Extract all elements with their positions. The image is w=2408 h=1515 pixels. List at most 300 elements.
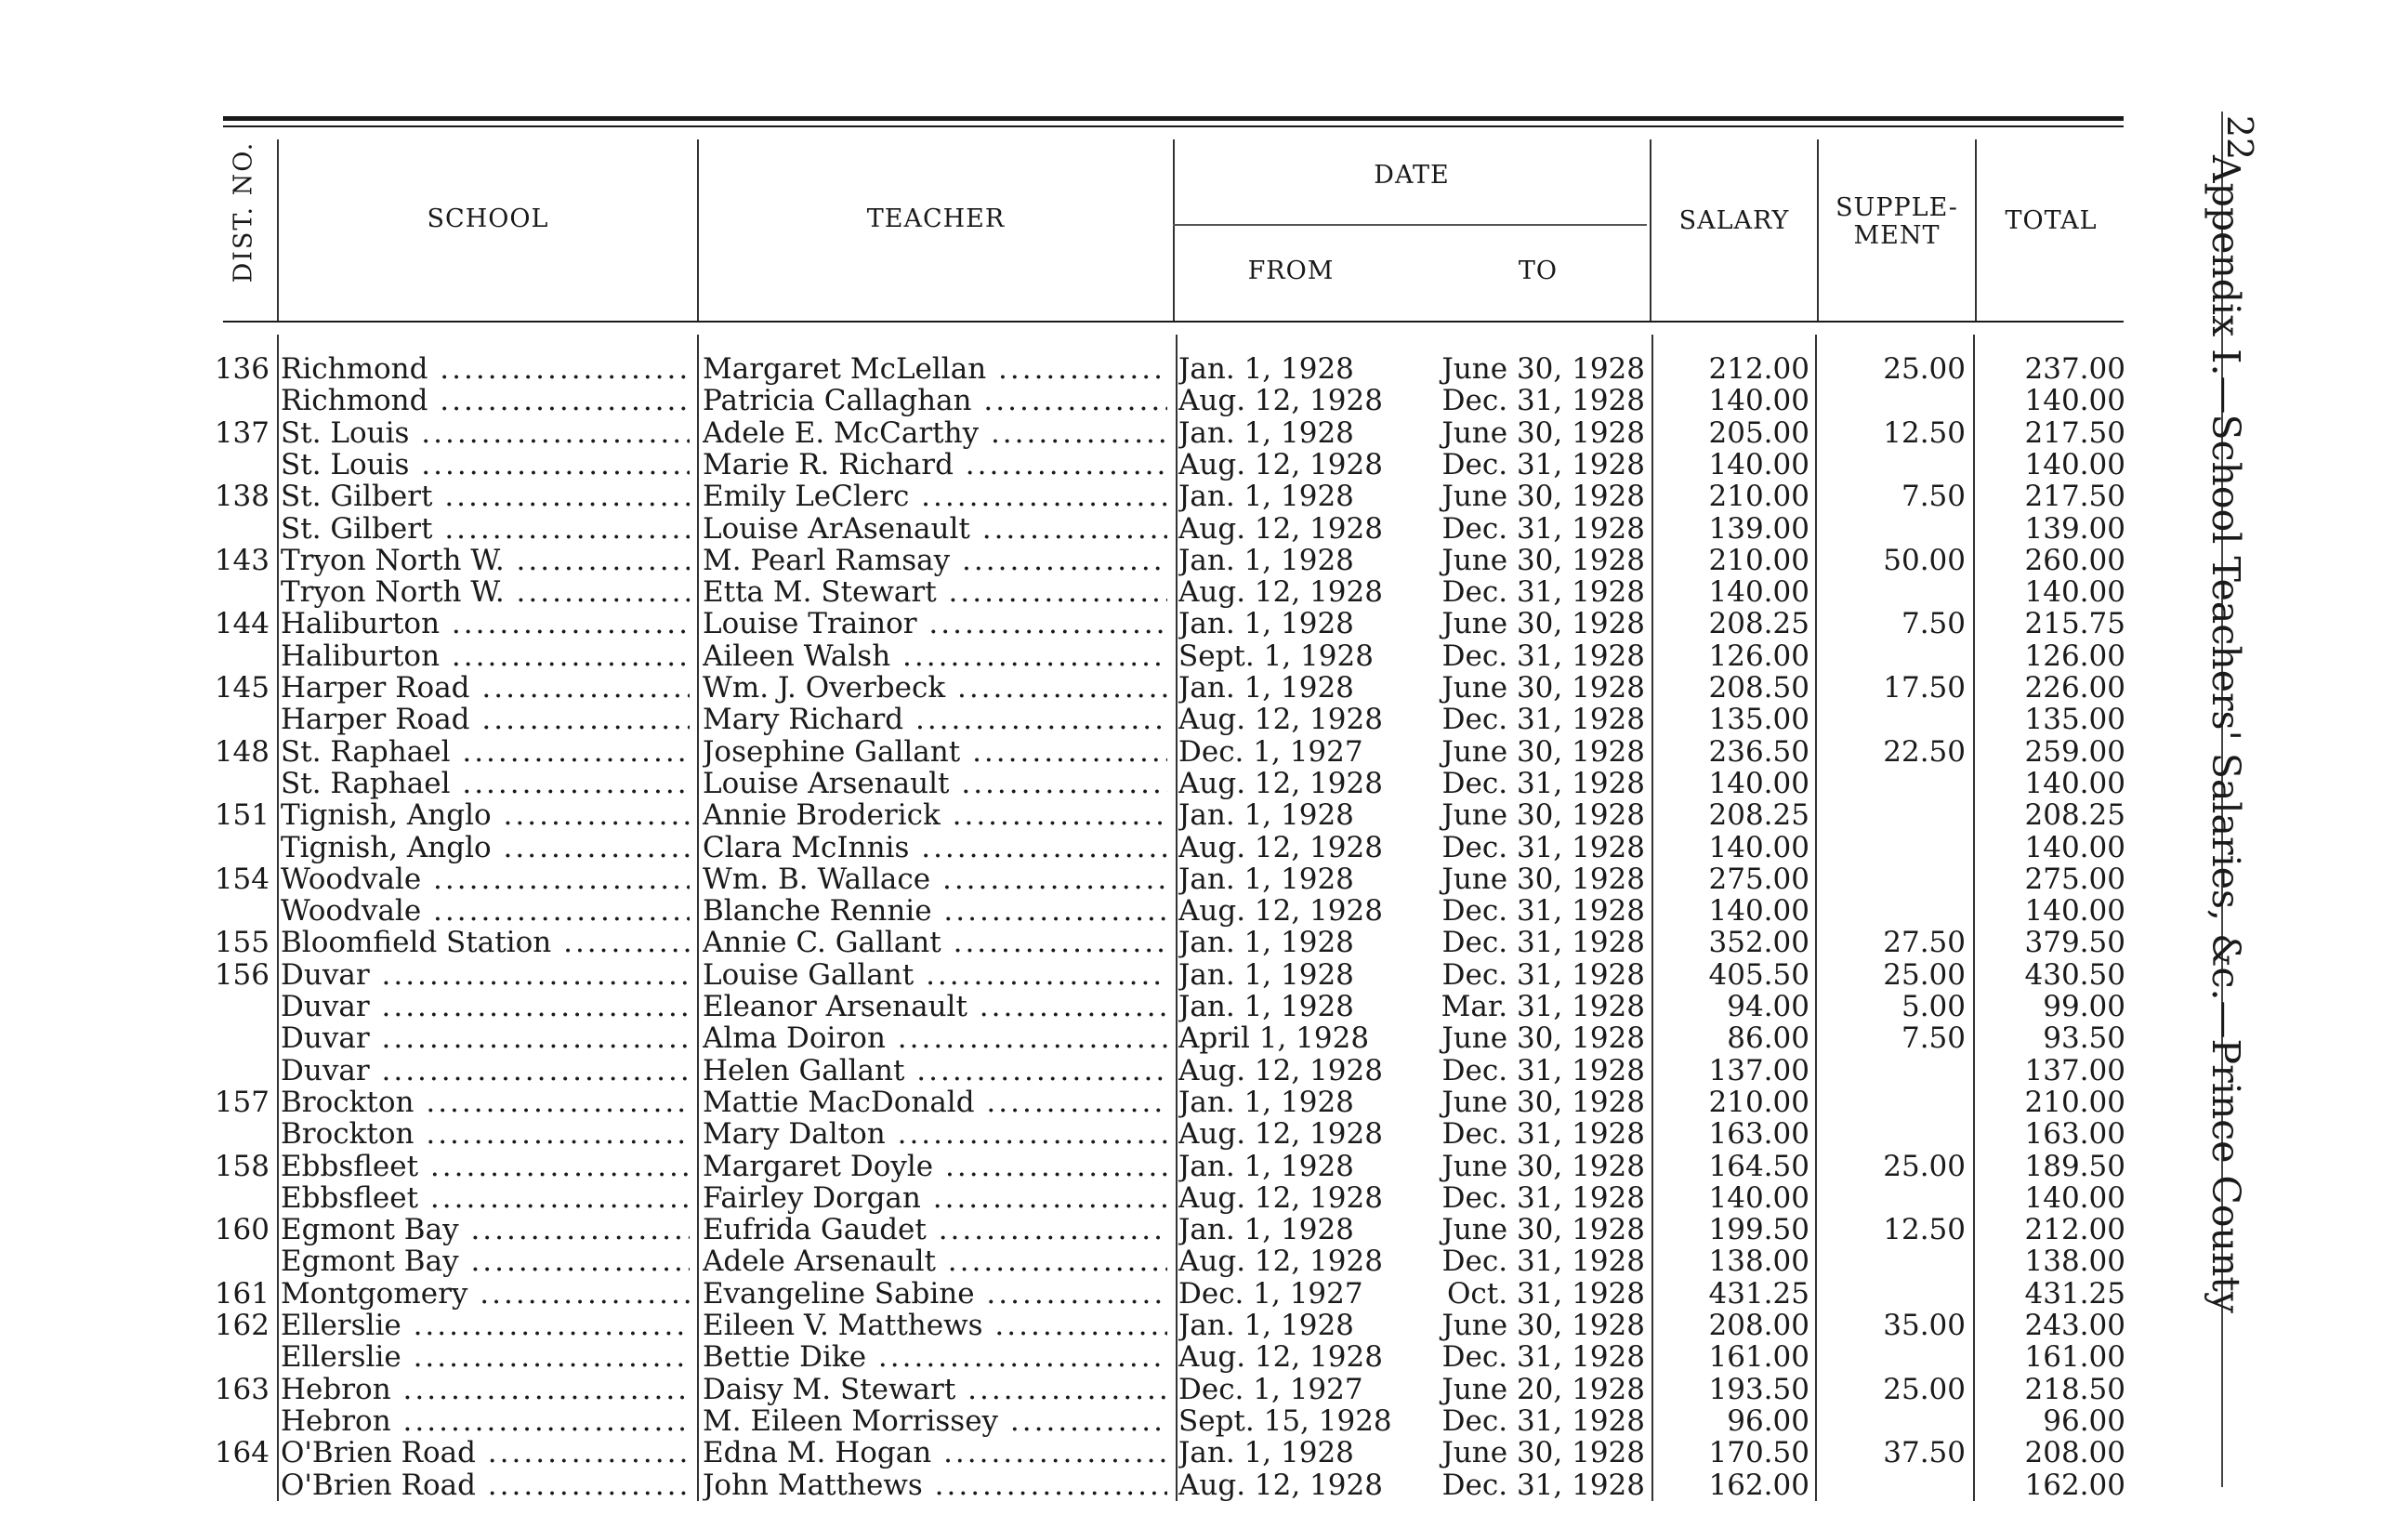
- teacher-cell-text: Marie R. Richard .....: [703, 449, 1167, 481]
- date-from-cell: [1178, 1022, 1401, 1054]
- dist-no-cell: [214, 1278, 270, 1310]
- dist-no-cell-text: 160: [214, 1214, 270, 1246]
- school-cell: [281, 513, 690, 545]
- school-cell-text: Richmond .....: [281, 385, 690, 416]
- total-cell-text: 237.00: [2024, 353, 2125, 385]
- header-total: TOTAL: [2005, 206, 2098, 235]
- date-to-cell-text: June 30, 1928: [1441, 353, 1645, 385]
- salary-cell: [1659, 959, 1809, 991]
- total-cell: [1984, 545, 2125, 576]
- date-from-cell-text: Aug. 12, 1928: [1178, 1118, 1383, 1151]
- salary-cell-text: 139.00: [1708, 512, 1809, 545]
- supplement-cell-text: 17.50: [1883, 672, 1966, 704]
- date-from-cell: [1178, 417, 1401, 449]
- supplement-cell: [1822, 991, 1966, 1022]
- date-to-cell-text: Dec. 31, 1928: [1441, 512, 1645, 545]
- header-dist-no: DIST. NO.: [229, 140, 258, 283]
- date-from-cell-text: Jan. 1, 1928: [1178, 1086, 1354, 1118]
- salary-cell: [1659, 640, 1809, 672]
- teacher-cell: [703, 1182, 1167, 1214]
- dist-no-cell: [214, 799, 270, 831]
- date-to-cell: [1394, 1341, 1645, 1373]
- total-cell-text: 217.50: [2024, 481, 2125, 513]
- salary-cell: [1659, 1022, 1809, 1054]
- school-cell: [281, 672, 690, 704]
- school-cell: [281, 959, 690, 991]
- date-from-cell: [1178, 640, 1401, 672]
- dist-no-cell: [214, 672, 270, 704]
- date-from-cell: [1178, 1055, 1401, 1087]
- table-row: [0, 1022, 2138, 1054]
- teacher-cell: [703, 736, 1167, 768]
- salary-cell: [1659, 1214, 1809, 1245]
- running-title: Appendix I.—School Teachers' Salaries, &c.—Prince County: [2204, 154, 2248, 1314]
- table-row: [0, 863, 2138, 895]
- date-to-cell-text: Dec. 31, 1928: [1441, 767, 1645, 799]
- teacher-cell-text: Daisy M. Stewart .....: [703, 1374, 1167, 1405]
- school-cell: [281, 353, 690, 385]
- total-cell: [1984, 1310, 2125, 1341]
- date-from-cell-text: Jan. 1, 1928: [1178, 416, 1354, 449]
- teacher-cell-text: Adele E. McCarthy .....: [703, 417, 1167, 449]
- school-cell-text: Harper Road .....: [281, 672, 690, 704]
- date-to-cell-text: June 30, 1928: [1441, 1150, 1645, 1182]
- teacher-cell-text: Margaret Doyle .....: [703, 1151, 1167, 1182]
- date-to-cell: [1394, 1278, 1645, 1310]
- salary-cell-text: 199.50: [1708, 1214, 1809, 1246]
- date-from-cell: [1178, 576, 1401, 608]
- salary-cell: [1659, 576, 1809, 608]
- salary-cell-text: 126.00: [1708, 639, 1809, 672]
- salary-cell-text: 405.50: [1708, 958, 1809, 991]
- total-cell: [1984, 672, 2125, 704]
- date-from-cell-text: Dec. 1, 1927: [1178, 735, 1363, 768]
- teacher-cell-text: Eleanor Arsenault .....: [703, 991, 1167, 1022]
- date-from-cell-text: Aug. 12, 1928: [1178, 1181, 1383, 1214]
- teacher-cell-text: M. Pearl Ramsay .....: [703, 545, 1167, 576]
- date-from-cell-text: Jan. 1, 1928: [1178, 991, 1354, 1022]
- date-from-cell-text: Jan. 1, 1928: [1178, 799, 1354, 832]
- teacher-cell: [703, 1087, 1167, 1118]
- salary-cell-text: 140.00: [1708, 831, 1809, 863]
- school-cell: [281, 481, 690, 512]
- date-from-cell-text: Jan. 1, 1928: [1178, 672, 1354, 704]
- date-from-cell: [1178, 385, 1401, 416]
- table-row: [0, 481, 2138, 512]
- school-cell: [281, 1151, 690, 1182]
- teacher-cell-text: Eileen V. Matthews .....: [703, 1310, 1167, 1341]
- table-row: [0, 1437, 2138, 1469]
- dist-no-cell: [214, 736, 270, 768]
- salary-cell: [1659, 353, 1809, 385]
- supplement-cell-text: 12.50: [1883, 416, 1966, 449]
- date-from-cell-text: Aug. 12, 1928: [1178, 895, 1383, 928]
- salary-cell-text: 275.00: [1708, 863, 1809, 895]
- table-row: [0, 545, 2138, 576]
- table-row: [0, 959, 2138, 991]
- salary-cell: [1659, 991, 1809, 1022]
- date-to-cell-text: Dec. 31, 1928: [1441, 639, 1645, 672]
- teacher-cell: [703, 672, 1167, 704]
- salary-cell-text: 94.00: [1727, 991, 1809, 1022]
- date-from-cell-text: Jan. 1, 1928: [1178, 544, 1354, 576]
- supplement-cell: [1822, 672, 1966, 704]
- table-row: [0, 1405, 2138, 1437]
- table-row: [0, 1341, 2138, 1373]
- total-cell-text: 126.00: [2024, 639, 2125, 672]
- total-cell-text: 138.00: [2024, 1245, 2125, 1278]
- school-cell-text: Duvar .....: [281, 959, 690, 991]
- date-to-cell-text: Dec. 31, 1928: [1441, 831, 1645, 863]
- date-to-cell: [1394, 640, 1645, 672]
- supplement-cell: [1822, 1310, 1966, 1341]
- school-cell-text: Brockton .....: [281, 1118, 690, 1150]
- salary-cell-text: 161.00: [1708, 1341, 1809, 1374]
- total-cell: [1984, 863, 2125, 895]
- date-from-cell-text: Jan. 1, 1928: [1178, 958, 1354, 991]
- supplement-cell: [1822, 545, 1966, 576]
- salary-cell-text: 140.00: [1708, 385, 1809, 417]
- teacher-cell-text: Fairley Dorgan .....: [703, 1182, 1167, 1214]
- teacher-cell-text: Louise Arsenault .....: [703, 768, 1167, 799]
- date-to-cell-text: June 30, 1928: [1441, 416, 1645, 449]
- date-from-cell-text: Jan. 1, 1928: [1178, 608, 1354, 640]
- total-cell: [1984, 991, 2125, 1022]
- school-cell-text: Egmont Bay .....: [281, 1245, 690, 1277]
- total-cell-text: 208.25: [2024, 799, 2125, 832]
- salary-cell: [1659, 513, 1809, 545]
- total-cell-text: 140.00: [2024, 895, 2125, 928]
- date-to-cell-text: June 30, 1928: [1441, 672, 1645, 704]
- school-cell-text: O'Brien Road .....: [281, 1469, 690, 1501]
- total-cell-text: 189.50: [2024, 1150, 2125, 1182]
- dist-no-cell: [214, 481, 270, 512]
- date-to-cell-text: June 30, 1928: [1441, 544, 1645, 576]
- total-cell: [1984, 736, 2125, 768]
- teacher-cell: [703, 1055, 1167, 1087]
- date-to-cell-text: June 30, 1928: [1441, 1437, 1645, 1469]
- salary-cell-text: 208.50: [1708, 672, 1809, 704]
- dist-no-cell: [214, 1151, 270, 1182]
- date-from-cell: [1178, 1341, 1401, 1373]
- dist-no-cell: [214, 863, 270, 895]
- teacher-cell: [703, 608, 1167, 639]
- date-from-cell: [1178, 672, 1401, 704]
- school-cell: [281, 640, 690, 672]
- teacher-cell-text: Etta M. Stewart .....: [703, 576, 1167, 608]
- salary-cell-text: 208.25: [1708, 799, 1809, 832]
- date-from-cell-text: Aug. 12, 1928: [1178, 704, 1383, 736]
- teacher-cell: [703, 513, 1167, 545]
- date-from-cell: [1178, 1182, 1401, 1214]
- table-row: [0, 640, 2138, 672]
- date-from-cell: [1178, 1214, 1401, 1245]
- school-cell: [281, 1437, 690, 1469]
- teacher-cell: [703, 640, 1167, 672]
- teacher-cell: [703, 1310, 1167, 1341]
- school-cell-text: Hebron .....: [281, 1374, 690, 1405]
- school-cell: [281, 991, 690, 1022]
- supplement-cell-text: 25.00: [1883, 958, 1966, 991]
- date-to-cell: [1394, 1055, 1645, 1087]
- date-to-cell-text: June 30, 1928: [1441, 608, 1645, 640]
- date-from-cell-text: Aug. 12, 1928: [1178, 767, 1383, 799]
- date-to-cell-text: Dec. 31, 1928: [1441, 704, 1645, 736]
- date-to-cell: [1394, 991, 1645, 1022]
- school-cell-text: St. Gilbert .....: [281, 481, 690, 512]
- date-to-cell-text: Dec. 31, 1928: [1441, 958, 1645, 991]
- salary-cell-text: 212.00: [1708, 353, 1809, 385]
- school-cell-text: Tryon North W. .....: [281, 576, 690, 608]
- date-to-cell-text: Dec. 31, 1928: [1441, 1245, 1645, 1278]
- date-from-cell-text: Sept. 15, 1928: [1178, 1404, 1392, 1437]
- date-to-cell: [1394, 1214, 1645, 1245]
- school-cell: [281, 576, 690, 608]
- table-row: [0, 927, 2138, 958]
- table-row: [0, 672, 2138, 704]
- supplement-cell: [1822, 959, 1966, 991]
- total-cell: [1984, 1182, 2125, 1214]
- salary-cell: [1659, 1310, 1809, 1341]
- date-to-cell: [1394, 1022, 1645, 1054]
- date-to-cell: [1394, 704, 1645, 735]
- teacher-cell: [703, 768, 1167, 799]
- total-cell-text: 379.50: [2024, 927, 2125, 959]
- school-cell: [281, 1118, 690, 1150]
- date-to-cell-text: Dec. 31, 1928: [1441, 895, 1645, 928]
- date-to-cell: [1394, 672, 1645, 704]
- date-to-cell-text: June 30, 1928: [1441, 1310, 1645, 1341]
- salary-cell: [1659, 1469, 1809, 1501]
- dist-no-cell-text: 137: [214, 416, 270, 449]
- school-cell: [281, 417, 690, 449]
- total-cell-text: 226.00: [2024, 672, 2125, 704]
- date-to-cell: [1394, 513, 1645, 545]
- dist-no-cell-text: 151: [214, 799, 270, 832]
- teacher-cell: [703, 385, 1167, 416]
- date-header-divider: [1173, 224, 1647, 226]
- date-to-cell: [1394, 417, 1645, 449]
- salary-cell-text: 164.50: [1708, 1150, 1809, 1182]
- salary-cell-text: 140.00: [1708, 448, 1809, 481]
- date-to-cell: [1394, 768, 1645, 799]
- total-cell: [1984, 1214, 2125, 1245]
- school-cell: [281, 545, 690, 576]
- total-cell-text: 137.00: [2024, 1054, 2125, 1087]
- supplement-cell-text: 50.00: [1883, 544, 1966, 576]
- table-row: [0, 513, 2138, 545]
- dist-no-cell: [214, 959, 270, 991]
- teacher-cell: [703, 1151, 1167, 1182]
- salary-cell-text: 208.25: [1708, 608, 1809, 640]
- table-row: [0, 608, 2138, 639]
- supplement-cell-text: 12.50: [1883, 1214, 1966, 1246]
- school-cell-text: St. Raphael .....: [281, 736, 690, 768]
- date-to-cell: [1394, 1310, 1645, 1341]
- total-cell: [1984, 1278, 2125, 1310]
- total-cell: [1984, 1245, 2125, 1277]
- table-row: [0, 576, 2138, 608]
- header-date-from: FROM: [1247, 257, 1335, 285]
- supplement-cell: [1822, 481, 1966, 512]
- salary-cell-text: 431.25: [1708, 1277, 1809, 1310]
- date-from-cell-text: April 1, 1928: [1178, 1022, 1370, 1055]
- teacher-cell-text: Clara McInnis .....: [703, 832, 1167, 863]
- dist-no-cell-text: 156: [214, 958, 270, 991]
- date-from-cell-text: Jan. 1, 1928: [1178, 927, 1354, 959]
- teacher-cell: [703, 1022, 1167, 1054]
- total-cell-text: 140.00: [2024, 576, 2125, 609]
- total-cell: [1984, 513, 2125, 545]
- top-double-rule: [223, 116, 2124, 121]
- table-row: [0, 1469, 2138, 1501]
- school-cell-text: St. Louis .....: [281, 417, 690, 449]
- total-cell: [1984, 1055, 2125, 1087]
- total-cell: [1984, 1151, 2125, 1182]
- date-from-cell: [1178, 545, 1401, 576]
- teacher-cell-text: Wm. J. Overbeck .....: [703, 672, 1167, 704]
- teacher-cell-text: Josephine Gallant .....: [703, 736, 1167, 768]
- total-cell-text: 135.00: [2024, 704, 2125, 736]
- total-cell: [1984, 608, 2125, 639]
- dist-no-cell: [214, 927, 270, 958]
- salary-cell-text: 140.00: [1708, 895, 1809, 928]
- salary-cell: [1659, 481, 1809, 512]
- teacher-cell: [703, 481, 1167, 512]
- dist-no-cell-text: 138: [214, 481, 270, 513]
- table-row: [0, 768, 2138, 799]
- date-to-cell-text: June 30, 1928: [1441, 863, 1645, 895]
- teacher-cell: [703, 895, 1167, 927]
- school-cell-text: Richmond .....: [281, 353, 690, 385]
- school-cell: [281, 1341, 690, 1373]
- total-cell-text: 215.75: [2024, 608, 2125, 640]
- table-row: [0, 991, 2138, 1022]
- teacher-cell: [703, 545, 1167, 576]
- salary-cell-text: 163.00: [1708, 1118, 1809, 1151]
- date-from-cell: [1178, 736, 1401, 768]
- teacher-cell-text: Annie Broderick .....: [703, 799, 1167, 831]
- date-from-cell-text: Aug. 12, 1928: [1178, 1245, 1383, 1278]
- salary-cell-text: 135.00: [1708, 704, 1809, 736]
- total-cell-text: 140.00: [2024, 1181, 2125, 1214]
- school-cell-text: Woodvale .....: [281, 863, 690, 895]
- teacher-cell: [703, 991, 1167, 1022]
- teacher-cell: [703, 1214, 1167, 1245]
- date-from-cell: [1178, 1118, 1401, 1150]
- school-cell-text: Tryon North W. .....: [281, 545, 690, 576]
- salary-cell: [1659, 608, 1809, 639]
- total-cell-text: 430.50: [2024, 958, 2125, 991]
- date-to-cell-text: Oct. 31, 1928: [1447, 1277, 1645, 1310]
- date-to-cell-text: Dec. 31, 1928: [1441, 576, 1645, 609]
- teacher-cell: [703, 1374, 1167, 1405]
- dist-no-cell-text: 136: [214, 353, 270, 385]
- salary-cell: [1659, 832, 1809, 863]
- date-to-cell: [1394, 799, 1645, 831]
- total-cell: [1984, 1469, 2125, 1501]
- school-cell: [281, 1405, 690, 1437]
- dist-no-cell-text: 158: [214, 1150, 270, 1182]
- teacher-cell-text: Patricia Callaghan .....: [703, 385, 1167, 416]
- table-row: [0, 1055, 2138, 1087]
- school-cell: [281, 1182, 690, 1214]
- salary-cell: [1659, 545, 1809, 576]
- teacher-cell-text: Edna M. Hogan .....: [703, 1437, 1167, 1469]
- salary-cell-text: 140.00: [1708, 1181, 1809, 1214]
- dist-no-cell: [214, 417, 270, 449]
- total-cell-text: 140.00: [2024, 831, 2125, 863]
- date-to-cell: [1394, 1469, 1645, 1501]
- school-cell: [281, 1022, 690, 1054]
- salary-cell-text: 193.50: [1708, 1373, 1809, 1405]
- school-cell-text: Brockton .....: [281, 1087, 690, 1118]
- date-from-cell: [1178, 768, 1401, 799]
- salary-cell-text: 170.50: [1708, 1437, 1809, 1469]
- date-to-cell-text: Dec. 31, 1928: [1441, 1404, 1645, 1437]
- dist-no-cell-text: 148: [214, 735, 270, 768]
- total-cell-text: 243.00: [2024, 1310, 2125, 1341]
- total-cell: [1984, 353, 2125, 385]
- salary-cell: [1659, 1278, 1809, 1310]
- salary-cell: [1659, 672, 1809, 704]
- dist-no-cell: [214, 545, 270, 576]
- total-cell-text: 208.00: [2024, 1437, 2125, 1469]
- school-cell: [281, 385, 690, 416]
- total-cell-text: 93.50: [2043, 1022, 2125, 1055]
- date-to-cell: [1394, 895, 1645, 927]
- table-row: [0, 704, 2138, 735]
- date-to-cell: [1394, 1437, 1645, 1469]
- teacher-cell: [703, 863, 1167, 895]
- dist-no-cell-text: 164: [214, 1437, 270, 1469]
- supplement-cell-text: 7.50: [1901, 481, 1966, 513]
- teacher-cell-text: Mattie MacDonald .....: [703, 1087, 1167, 1118]
- supplement-cell-text: 25.00: [1883, 1373, 1966, 1405]
- school-cell: [281, 608, 690, 639]
- date-to-cell-text: June 30, 1928: [1441, 799, 1645, 832]
- supplement-cell-text: 35.00: [1883, 1310, 1966, 1341]
- total-cell: [1984, 832, 2125, 863]
- total-cell: [1984, 1341, 2125, 1373]
- total-cell: [1984, 1437, 2125, 1469]
- supplement-cell: [1822, 353, 1966, 385]
- salary-cell: [1659, 1437, 1809, 1469]
- total-cell-text: 140.00: [2024, 448, 2125, 481]
- teacher-cell-text: M. Eileen Morrissey .....: [703, 1405, 1167, 1437]
- table-row: [0, 1214, 2138, 1245]
- salary-cell: [1659, 927, 1809, 958]
- header-salary: SALARY: [1678, 206, 1790, 235]
- school-cell: [281, 1310, 690, 1341]
- header-supplement-line2: MENT: [1853, 221, 1941, 250]
- school-cell: [281, 895, 690, 927]
- supplement-cell: [1822, 1437, 1966, 1469]
- salary-cell-text: 86.00: [1727, 1022, 1809, 1055]
- total-cell-text: 140.00: [2024, 767, 2125, 799]
- total-cell: [1984, 768, 2125, 799]
- dist-no-cell-text: 157: [214, 1086, 270, 1118]
- school-cell-text: Haliburton .....: [281, 608, 690, 639]
- date-to-cell-text: Dec. 31, 1928: [1441, 1341, 1645, 1374]
- dist-no-cell: [214, 1087, 270, 1118]
- date-to-cell-text: June 20, 1928: [1441, 1373, 1645, 1405]
- teacher-cell: [703, 449, 1167, 481]
- school-cell-text: Ebbsfleet .....: [281, 1182, 690, 1214]
- date-from-cell: [1178, 1278, 1401, 1310]
- table-row: [0, 449, 2138, 481]
- date-to-cell: [1394, 1118, 1645, 1150]
